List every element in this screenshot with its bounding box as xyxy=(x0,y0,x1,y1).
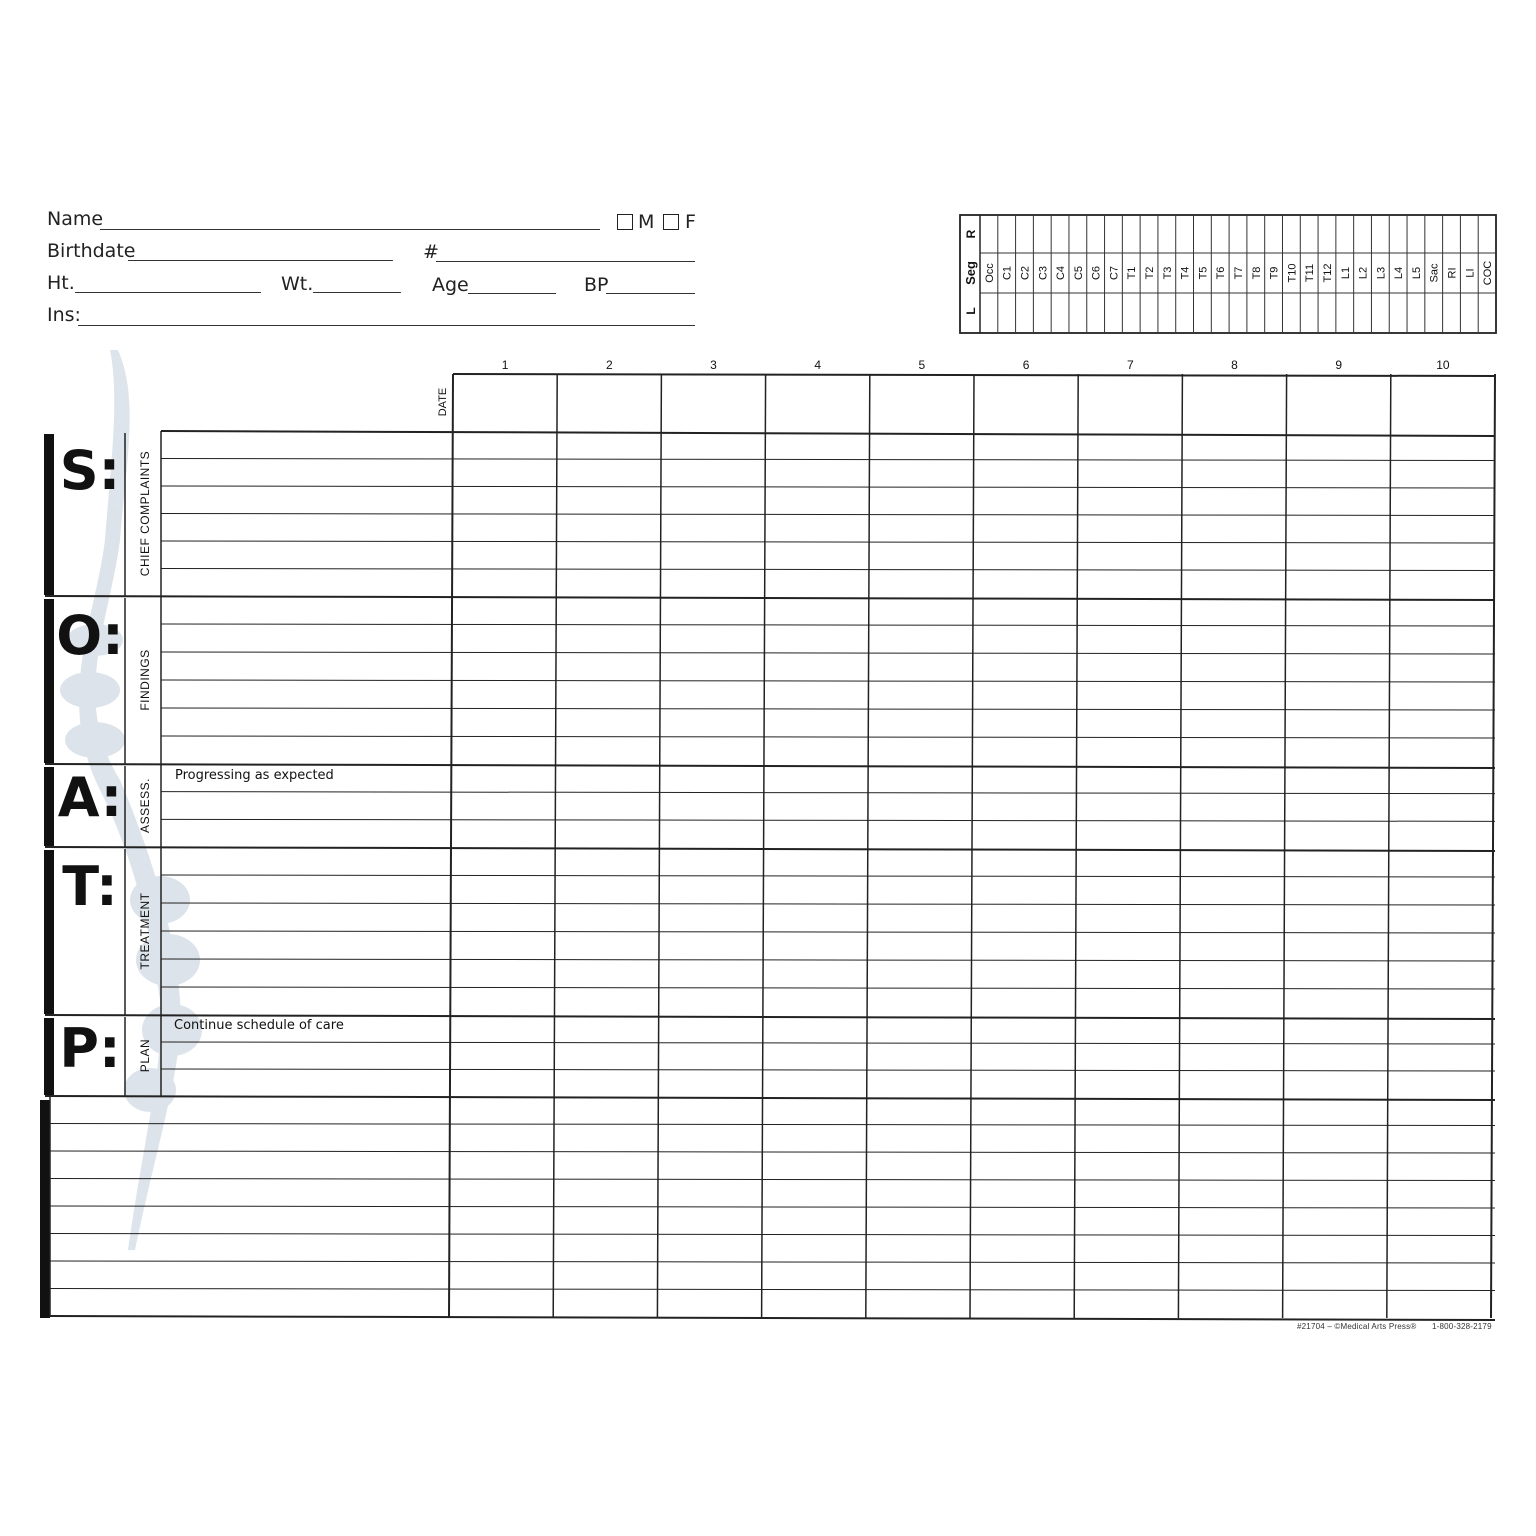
date-label: DATE xyxy=(437,387,449,417)
section-bar xyxy=(40,1100,50,1318)
insurance-label: Ins: xyxy=(47,304,81,326)
section-top-line xyxy=(161,431,1495,436)
grid-row-line xyxy=(50,1261,1495,1263)
segment-t9: T9 xyxy=(1268,266,1281,280)
birthdate-label: Birthdate xyxy=(47,240,136,262)
section-label: TREATMENT xyxy=(138,892,152,970)
grid-row-line xyxy=(161,541,1495,543)
visit-number-2: 2 xyxy=(605,358,613,372)
grid-row-line xyxy=(161,931,1495,933)
segment-t7: T7 xyxy=(1233,266,1245,280)
left-side-label: L xyxy=(964,307,978,315)
visit-number-8: 8 xyxy=(1231,358,1238,372)
grid-bottom-line xyxy=(50,1316,1495,1320)
assessment-note[interactable]: Progressing as expected xyxy=(175,768,334,783)
visit-number-6: 6 xyxy=(1022,358,1030,372)
segment-l1: L1 xyxy=(1339,266,1352,280)
segment-t11: T11 xyxy=(1304,263,1317,283)
plan-note[interactable]: Continue schedule of care xyxy=(174,1018,344,1033)
visit-column-line xyxy=(762,374,766,1318)
visit-column-line xyxy=(657,374,661,1318)
section-bar xyxy=(44,767,54,846)
segment-coc: COC xyxy=(1482,260,1495,286)
grid-row-line xyxy=(161,1069,1495,1071)
segment-l4: L4 xyxy=(1393,266,1406,280)
height-label: Ht. xyxy=(47,272,75,294)
age-label: Age xyxy=(432,274,469,296)
visit-number-4: 4 xyxy=(814,358,822,372)
visit-number-10: 10 xyxy=(1436,358,1450,372)
segment-c5: C5 xyxy=(1072,265,1085,281)
section-label: ASSESS. xyxy=(138,778,152,833)
segment-label: Seg xyxy=(963,261,978,285)
grid-row-line xyxy=(161,1042,1495,1044)
grid-row-line xyxy=(161,708,1495,710)
grid-row-line xyxy=(161,736,1495,738)
visit-number-9: 9 xyxy=(1335,358,1343,372)
grid-row-line xyxy=(50,1206,1495,1208)
segment-t2: T2 xyxy=(1144,266,1157,280)
segment-t5: T5 xyxy=(1197,266,1210,280)
section-divider xyxy=(45,596,1495,600)
section-divider xyxy=(45,1096,1495,1100)
section-bar xyxy=(44,1018,54,1095)
segment-t8: T8 xyxy=(1250,266,1263,280)
segment-c3: C3 xyxy=(1037,265,1050,281)
soap-letter-o: O: xyxy=(56,604,124,667)
soap-letter-a: A: xyxy=(57,766,123,829)
visit-column-line xyxy=(866,374,870,1318)
grid-row-line xyxy=(161,652,1495,654)
section-label: FINDINGS xyxy=(138,649,152,711)
section-divider xyxy=(45,847,1495,851)
grid-row-line xyxy=(161,486,1495,488)
female-label: F xyxy=(685,211,696,233)
segment-occ: Occ xyxy=(983,263,996,283)
grid-row-line xyxy=(50,1234,1495,1236)
section-label: PLAN xyxy=(138,1038,152,1073)
segment-c1: C1 xyxy=(1001,265,1014,281)
visit-column-line xyxy=(553,374,557,1318)
grid-row-line xyxy=(161,819,1495,821)
right-side-label: R xyxy=(964,229,978,239)
grid-row-line xyxy=(161,624,1495,626)
grid-row-line xyxy=(161,569,1495,571)
segment-c4: C4 xyxy=(1055,265,1068,281)
grid-row-line xyxy=(161,903,1495,905)
visit-column-line xyxy=(1074,374,1078,1318)
segment-li: LI xyxy=(1464,268,1477,278)
name-label: Name xyxy=(47,208,104,230)
soap-letter-t: T: xyxy=(62,855,118,918)
segment-l5: L5 xyxy=(1410,266,1423,280)
section-bar xyxy=(44,599,54,763)
male-label: M xyxy=(638,211,655,233)
visit-number-3: 3 xyxy=(710,358,717,372)
account-number-label: # xyxy=(423,241,439,263)
grid-row-line xyxy=(50,1151,1495,1153)
segment-sac: Sac xyxy=(1428,263,1441,283)
segment-l3: L3 xyxy=(1375,266,1388,280)
grid-row-line xyxy=(50,1179,1495,1181)
segment-t12: T12 xyxy=(1321,263,1334,283)
bp-label: BP xyxy=(584,274,609,296)
form-number: #21704 – ©Medical Arts Press® xyxy=(1297,1322,1417,1331)
segment-t10: T10 xyxy=(1286,263,1299,283)
visit-column-line xyxy=(970,374,974,1318)
segment-c6: C6 xyxy=(1090,265,1103,281)
grid-row-line xyxy=(161,680,1495,682)
segment-t3: T3 xyxy=(1161,266,1174,280)
visit-number-1: 1 xyxy=(501,358,509,372)
publisher-phone: 1-800-328-2179 xyxy=(1432,1322,1492,1331)
grid-row-line xyxy=(161,987,1495,989)
grid-row-line xyxy=(50,1124,1495,1126)
weight-label: Wt. xyxy=(281,273,314,295)
segment-ri: RI xyxy=(1446,267,1459,279)
visit-column-line xyxy=(449,374,453,1318)
segment-t6: T6 xyxy=(1215,266,1228,280)
grid-row-line xyxy=(161,875,1495,877)
segment-c7: C7 xyxy=(1108,265,1121,281)
segment-t4: T4 xyxy=(1179,266,1192,280)
segment-t1: T1 xyxy=(1126,266,1139,280)
grid-row-line xyxy=(161,792,1495,794)
grid-row-line xyxy=(50,1289,1495,1291)
visit-number-7: 7 xyxy=(1126,358,1134,372)
soap-letter-s: S: xyxy=(59,439,121,502)
section-bar xyxy=(44,850,54,1014)
segment-c2: C2 xyxy=(1019,265,1032,281)
grid-row-line xyxy=(161,459,1495,461)
visit-column-line xyxy=(1178,374,1182,1318)
grid-row-line xyxy=(161,514,1495,516)
grid-row-line xyxy=(161,959,1495,961)
visit-number-5: 5 xyxy=(918,358,926,372)
soap-letter-p: P: xyxy=(59,1017,121,1080)
section-label: CHIEF COMPLAINTS xyxy=(138,450,152,577)
section-bar xyxy=(44,434,54,595)
segment-l2: L2 xyxy=(1357,266,1370,280)
